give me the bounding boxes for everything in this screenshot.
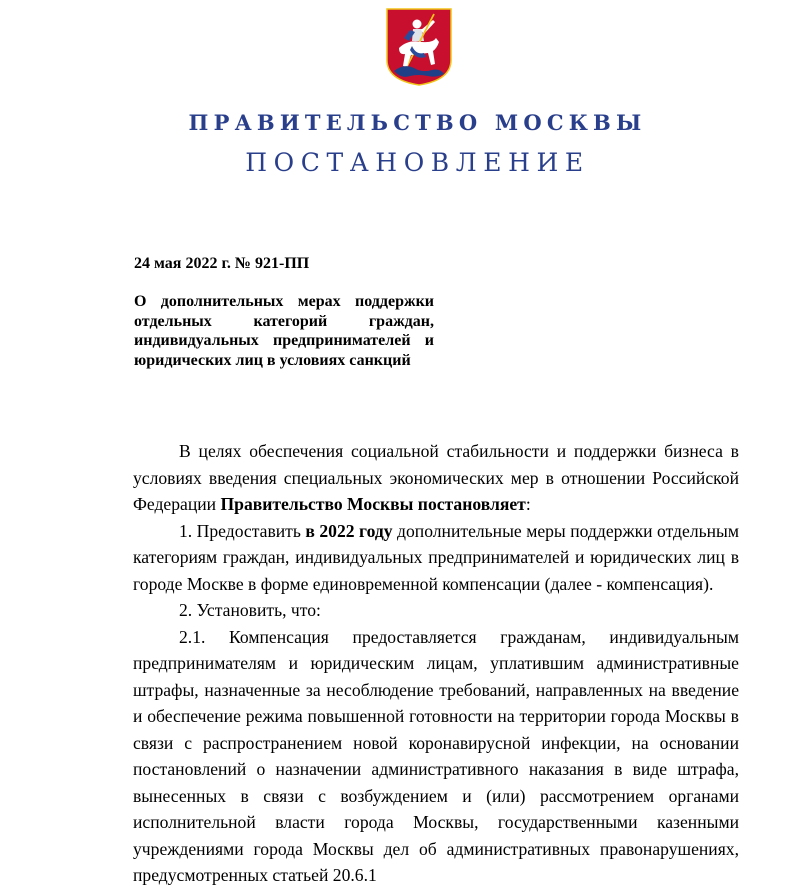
item-1-paragraph bbox=[133, 518, 739, 598]
item-2-paragraph: 2. Установить, что: bbox=[179, 600, 321, 620]
preamble-paragraph bbox=[133, 438, 739, 518]
item-1-start: 1. Предоставить bbox=[179, 520, 306, 541]
preamble-bold: Правительство Москвы постановляет bbox=[220, 494, 526, 514]
preamble-text: В целях обеспечения социальной стабильности и поддержки бизнеса в условиях введения специальных экономических мер в отношении Российской Федерации bbox=[133, 441, 739, 514]
item-2-1-paragraph: 2.1. Компенсация предоставляется гражданам, индивидуальным предпринимателям и юридическим лицам, уплатившим административные штрафы, назначенные за несоблюдение требований, направленных на введение и обеспечение режима повышенной готовности на территории города Москвы в связи с распространением новой коронавирусной инфекции, на основании постановлений о назначении административного наказания в виде штрафа, вынесенных в связи с возбуждением и (или) рассмотрением органами исполнительной власти города Москвы, государственными казенными учреждениями города Москвы дел об административных правонарушениях, предусмотренных статьей 20.6.1 bbox=[133, 626, 739, 885]
government-title: ПРАВИТЕЛЬСТВО МОСКВЫ bbox=[188, 110, 647, 135]
document-date-number: 24 мая 2022 г. № 921-ПП bbox=[134, 255, 310, 272]
document-subject: О дополнительных мерах поддержки отдельных категорий граждан, индивидуальных предпринимателей и юридических лиц в условиях санкций bbox=[134, 293, 434, 369]
item-1-end: дополнительные меры поддержки отдельным категориям граждан, индивидуальных предпринимателей и юридических лиц в городе Москве в форме единовременной компенсации (далее - компенсация). bbox=[133, 520, 739, 594]
preamble-end: : bbox=[525, 494, 531, 514]
document-body bbox=[133, 438, 739, 889]
document-type-title: ПОСТАНОВЛЕНИЕ bbox=[245, 148, 590, 177]
moscow-coat-of-arms-icon bbox=[386, 8, 452, 86]
item-1-bold: в 2022 году bbox=[305, 520, 393, 541]
